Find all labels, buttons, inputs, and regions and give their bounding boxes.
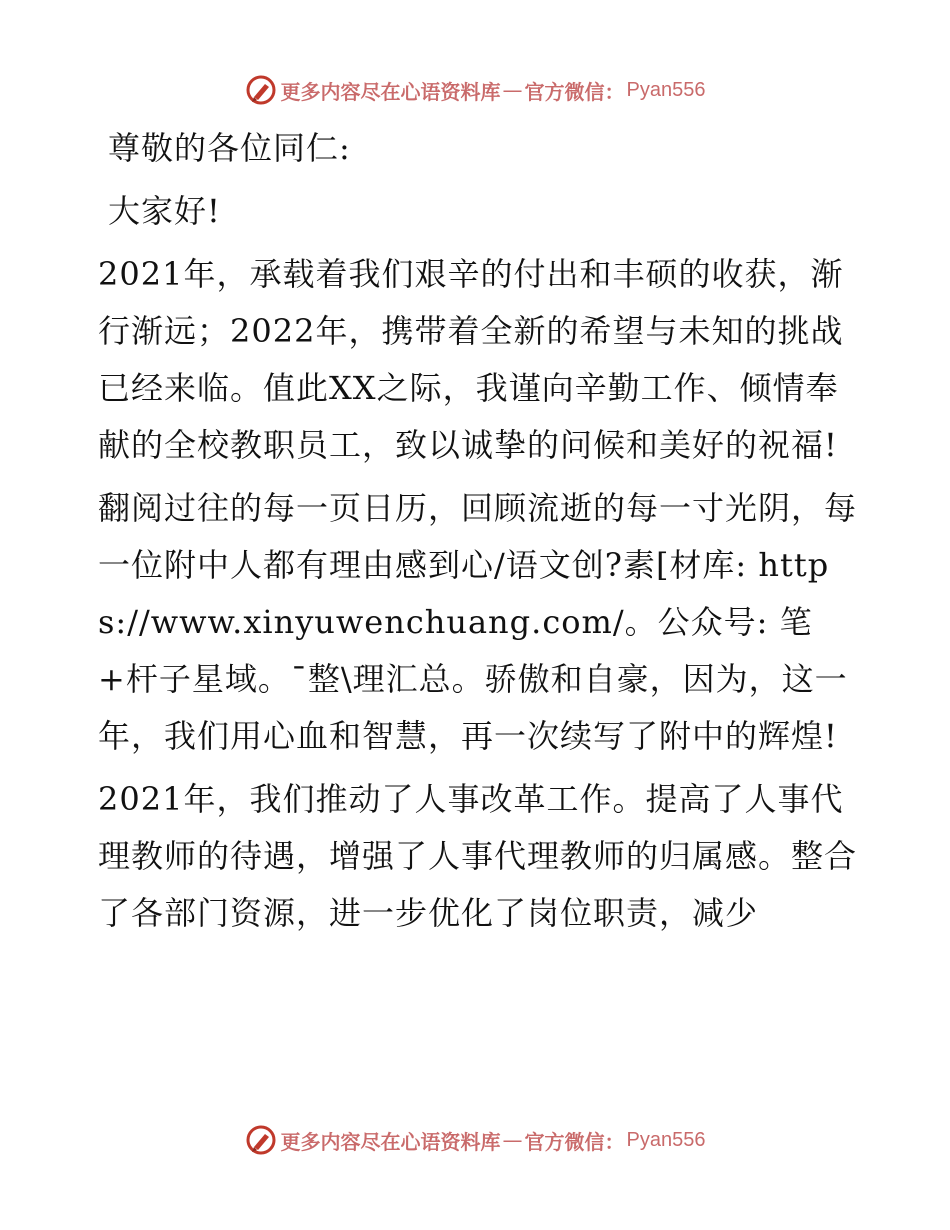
paragraph-reform: 2021年，我们推动了人事改革工作。提高了人事代理教师的待遇，增强了人事代理教师的归属感。整合了各部门资源，进一步优化了岗位职责，减少 [98, 780, 858, 932]
banner-wechat-id: Pyan556 [626, 78, 706, 101]
banner-slogan: 更多内容尽在心语资料库 [280, 79, 501, 104]
paragraph-new-year: 2021年，承载着我们艰辛的付出和丰硕的收获，渐行渐远；2022年，携带着全新的希望与未知的挑战已经来临。值此XX之际，我谨向辛勤工作、倾情奉献的全校教职员工，致以诚挚的问候和美好的祝福! [98, 255, 844, 464]
footer-banner [0, 1122, 950, 1158]
header-banner [0, 72, 950, 108]
banner-wechat-label: 官方微信： [524, 1129, 625, 1154]
banner-wechat-label: 官方微信： [524, 79, 625, 104]
banner-separator: — [502, 78, 523, 102]
pen-logo-icon [245, 74, 277, 106]
document-body [98, 120, 858, 948]
salutation: 尊敬的各位同仁: [108, 129, 351, 167]
banner-wechat-id: Pyan556 [626, 1128, 706, 1151]
paragraph-review: 翻阅过往的每一页日历，回顾流逝的每一寸光阴，每一位附中人都有理由感到心/语文创?素[材库: https://www.xinyuwenchuang.com/。公众号: 笔+杆子星域。¯整\理汇总。骄傲和自豪，因为，这一年，我们用心血和智慧，再一次续写了附中的辉煌! [98, 489, 858, 755]
greeting: 大家好! [108, 192, 221, 230]
pen-logo-icon [245, 1124, 277, 1156]
banner-slogan: 更多内容尽在心语资料库 [280, 1129, 501, 1154]
banner-separator: — [502, 1128, 523, 1152]
